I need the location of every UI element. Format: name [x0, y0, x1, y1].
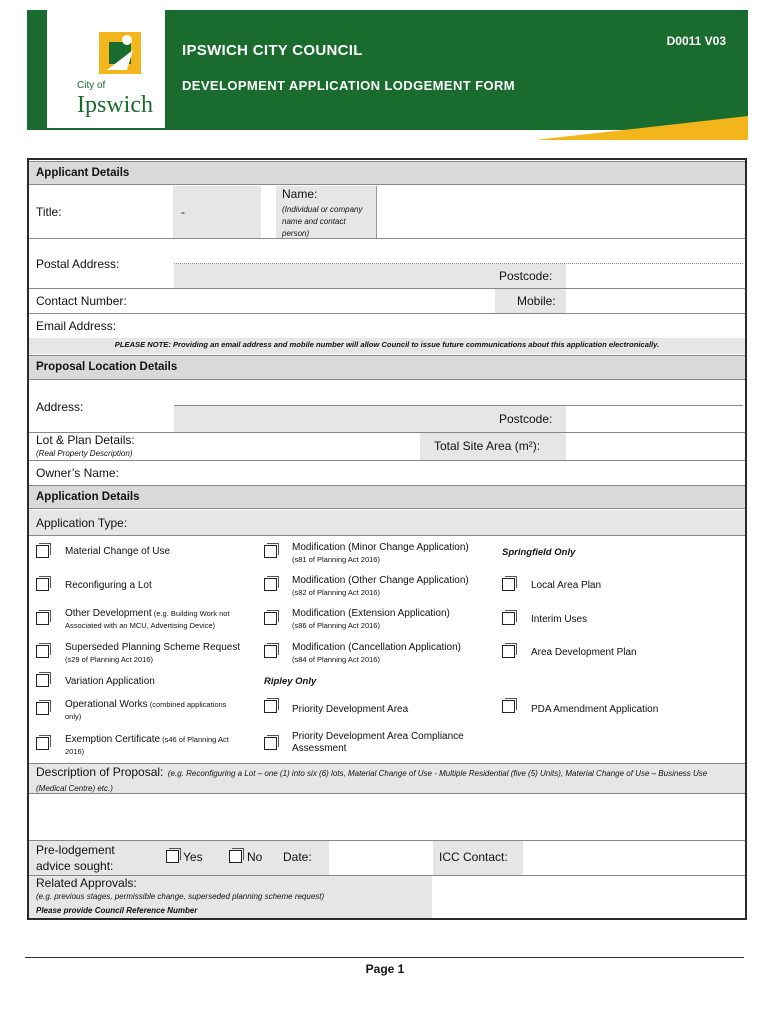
- logo-ipswich: Ipswich: [77, 92, 153, 118]
- email-address-label: Email Address:: [36, 319, 117, 333]
- prelodgement-no-checkbox[interactable]: [229, 850, 242, 863]
- form-title: DEVELOPMENT APPLICATION LODGEMENT FORM: [182, 78, 515, 93]
- superseded-scheme-checkbox[interactable]: [36, 645, 49, 658]
- title-label: Title:: [36, 205, 62, 219]
- material-change-of-use-checkbox[interactable]: [36, 545, 49, 558]
- lot-plan-label: Lot & Plan Details:: [36, 433, 135, 447]
- header-banner: [27, 10, 748, 140]
- city-logo: [47, 10, 165, 128]
- pda-amendment-label: PDA Amendment Application: [531, 704, 659, 715]
- interim-uses-checkbox[interactable]: [502, 612, 515, 625]
- mobile-label: Mobile:: [517, 294, 556, 308]
- lot-plan-hint: (Real Property Description): [36, 449, 133, 458]
- exemption-certificate-label: Exemption Certificate: [65, 734, 161, 745]
- site-area-label: Total Site Area (m²):: [434, 439, 541, 453]
- local-area-plan-label: Local Area Plan: [531, 580, 602, 591]
- priority-development-area-label: Priority Development Area: [292, 704, 409, 715]
- material-change-of-use-label: Material Change of Use: [65, 546, 171, 557]
- other-development-checkbox[interactable]: [36, 612, 49, 625]
- proposal-address-label: Address:: [36, 400, 84, 414]
- modification-other-sub: (s82 of Planning Act 2016): [292, 588, 380, 597]
- name-hint: (Individual or company name and contact person): [282, 205, 363, 238]
- operational-works-inline: (combined applications: [147, 700, 227, 709]
- exemption-certificate-inline: (s46 of Planning Act: [160, 735, 229, 744]
- ripley-only-label: Ripley Only: [264, 676, 317, 687]
- modification-extension-option: [292, 608, 450, 632]
- lot-plan-input[interactable]: [174, 433, 419, 460]
- application-details-heading: Application Details: [29, 485, 745, 509]
- prelodgement-yes-checkbox[interactable]: [166, 850, 179, 863]
- prelodgement-no-label: No: [247, 850, 263, 864]
- modification-other-checkbox[interactable]: [264, 578, 277, 591]
- reconfiguring-lot-checkbox[interactable]: [36, 578, 49, 591]
- related-approvals-reference-hint: Please provide Council Reference Number: [36, 906, 198, 915]
- area-development-plan-label: Area Development Plan: [531, 647, 637, 658]
- modification-other-option: [292, 575, 469, 599]
- proposal-postcode-input[interactable]: [567, 406, 743, 432]
- description-hint: (e.g. Reconfiguring a Lot – one (1) into six (6) lots, Material Change of Use - Multiple Residential (five (5) Units), Material Change of Use – Business Use (Medical Centre) etc.): [36, 769, 708, 793]
- application-type-label: Application Type:: [36, 516, 128, 530]
- date-input[interactable]: [330, 841, 432, 875]
- related-approvals-input[interactable]: [433, 876, 743, 918]
- email-note: PLEASE NOTE: Providing an email address and mobile number will allow Council to issue future communications about this application electronically.: [114, 340, 660, 349]
- name-input[interactable]: [377, 186, 743, 238]
- proposal-postcode-label: Postcode:: [499, 412, 553, 426]
- other-development-option: [65, 608, 265, 632]
- prelodgement-yes-label: Yes: [183, 850, 203, 864]
- modification-minor-checkbox[interactable]: [264, 545, 277, 558]
- applicant-details-heading: Applicant Details: [29, 161, 745, 185]
- priority-development-area-checkbox[interactable]: [264, 700, 277, 713]
- page-number: Page 1: [365, 962, 405, 976]
- interim-uses-label: Interim Uses: [531, 614, 588, 625]
- proposal-address-input[interactable]: [174, 382, 743, 405]
- related-approvals-label: Related Approvals:: [36, 876, 137, 890]
- operational-works-checkbox[interactable]: [36, 702, 49, 715]
- title-dash: -: [181, 205, 185, 219]
- email-address-input[interactable]: [174, 314, 743, 338]
- modification-minor-label: Modification (Minor Change Application): [292, 542, 469, 553]
- owner-name-label: Owner’s Name:: [36, 466, 119, 480]
- contact-number-input[interactable]: [174, 289, 494, 313]
- icc-contact-label: ICC Contact:: [439, 850, 508, 864]
- form-code: D0011 V03: [666, 34, 726, 48]
- modification-extension-checkbox[interactable]: [264, 612, 277, 625]
- superseded-scheme-label: Superseded Planning Scheme Request: [65, 642, 241, 653]
- logo-city-of: City of: [77, 80, 106, 91]
- council-name: IPSWICH CITY COUNCIL: [182, 42, 363, 59]
- modification-extension-sub: (s86 of Planning Act 2016): [292, 621, 380, 630]
- operational-works-sub: only): [65, 712, 82, 721]
- operational-works-label: Operational Works: [65, 699, 148, 710]
- icc-contact-input[interactable]: [524, 841, 743, 875]
- owner-name-input[interactable]: [174, 461, 743, 485]
- lodgement-form: [27, 158, 747, 920]
- modification-cancellation-sub: (s84 of Planning Act 2016): [292, 655, 380, 664]
- reconfiguring-lot-label: Reconfiguring a Lot: [65, 580, 152, 591]
- proposal-location-heading: Proposal Location Details: [29, 355, 745, 380]
- area-development-plan-checkbox[interactable]: [502, 645, 515, 658]
- postcode-input[interactable]: [567, 264, 743, 288]
- variation-application-checkbox[interactable]: [36, 674, 49, 687]
- modification-cancellation-option: [292, 642, 461, 666]
- modification-cancellation-label: Modification (Cancellation Application): [292, 642, 461, 653]
- postal-address-label: Postal Address:: [36, 257, 120, 271]
- operational-works-option: [65, 699, 265, 723]
- description-input[interactable]: [29, 794, 745, 840]
- superseded-scheme-sub: (s29 of Planning Act 2016): [65, 655, 153, 664]
- name-label: Name:: [282, 187, 318, 201]
- related-approvals-hint: (e.g. previous stages, permissible change, superseded planning scheme request): [36, 892, 325, 901]
- modification-minor-option: [292, 542, 469, 566]
- other-development-label: Other Development: [65, 608, 152, 619]
- exemption-certificate-option: [65, 734, 265, 758]
- prelodgement-label: Pre-lodgement advice sought:: [36, 843, 115, 873]
- title-input[interactable]: [173, 186, 261, 238]
- date-label: Date:: [283, 850, 312, 864]
- site-area-input[interactable]: [567, 433, 743, 460]
- mobile-input[interactable]: [567, 289, 743, 313]
- description-heading: [36, 765, 736, 795]
- pda-compliance-label: Priority Development Area Compliance Assessment: [292, 731, 464, 754]
- other-development-sub: Associated with an MCU, Advertising Device): [65, 621, 216, 630]
- pda-amendment-checkbox[interactable]: [502, 700, 515, 713]
- local-area-plan-checkbox[interactable]: [502, 578, 515, 591]
- description-label: Description of Proposal:: [36, 765, 164, 779]
- springfield-only-label: Springfield Only: [502, 547, 576, 558]
- footer-divider: [25, 957, 744, 958]
- superseded-scheme-option: [65, 642, 240, 666]
- postal-address-input[interactable]: [174, 240, 743, 262]
- contact-number-label: Contact Number:: [36, 294, 127, 308]
- postcode-label: Postcode:: [499, 269, 553, 283]
- variation-application-label: Variation Application: [65, 676, 155, 687]
- exemption-certificate-checkbox[interactable]: [36, 737, 49, 750]
- other-development-inline: (e.g. Building Work not: [151, 609, 230, 618]
- modification-minor-sub: (s81 of Planning Act 2016): [292, 555, 380, 564]
- exemption-certificate-sub: 2016): [65, 747, 85, 756]
- modification-extension-label: Modification (Extension Application): [292, 608, 450, 619]
- modification-other-label: Modification (Other Change Application): [292, 575, 469, 586]
- modification-cancellation-checkbox[interactable]: [264, 645, 277, 658]
- pda-compliance-checkbox[interactable]: [264, 737, 277, 750]
